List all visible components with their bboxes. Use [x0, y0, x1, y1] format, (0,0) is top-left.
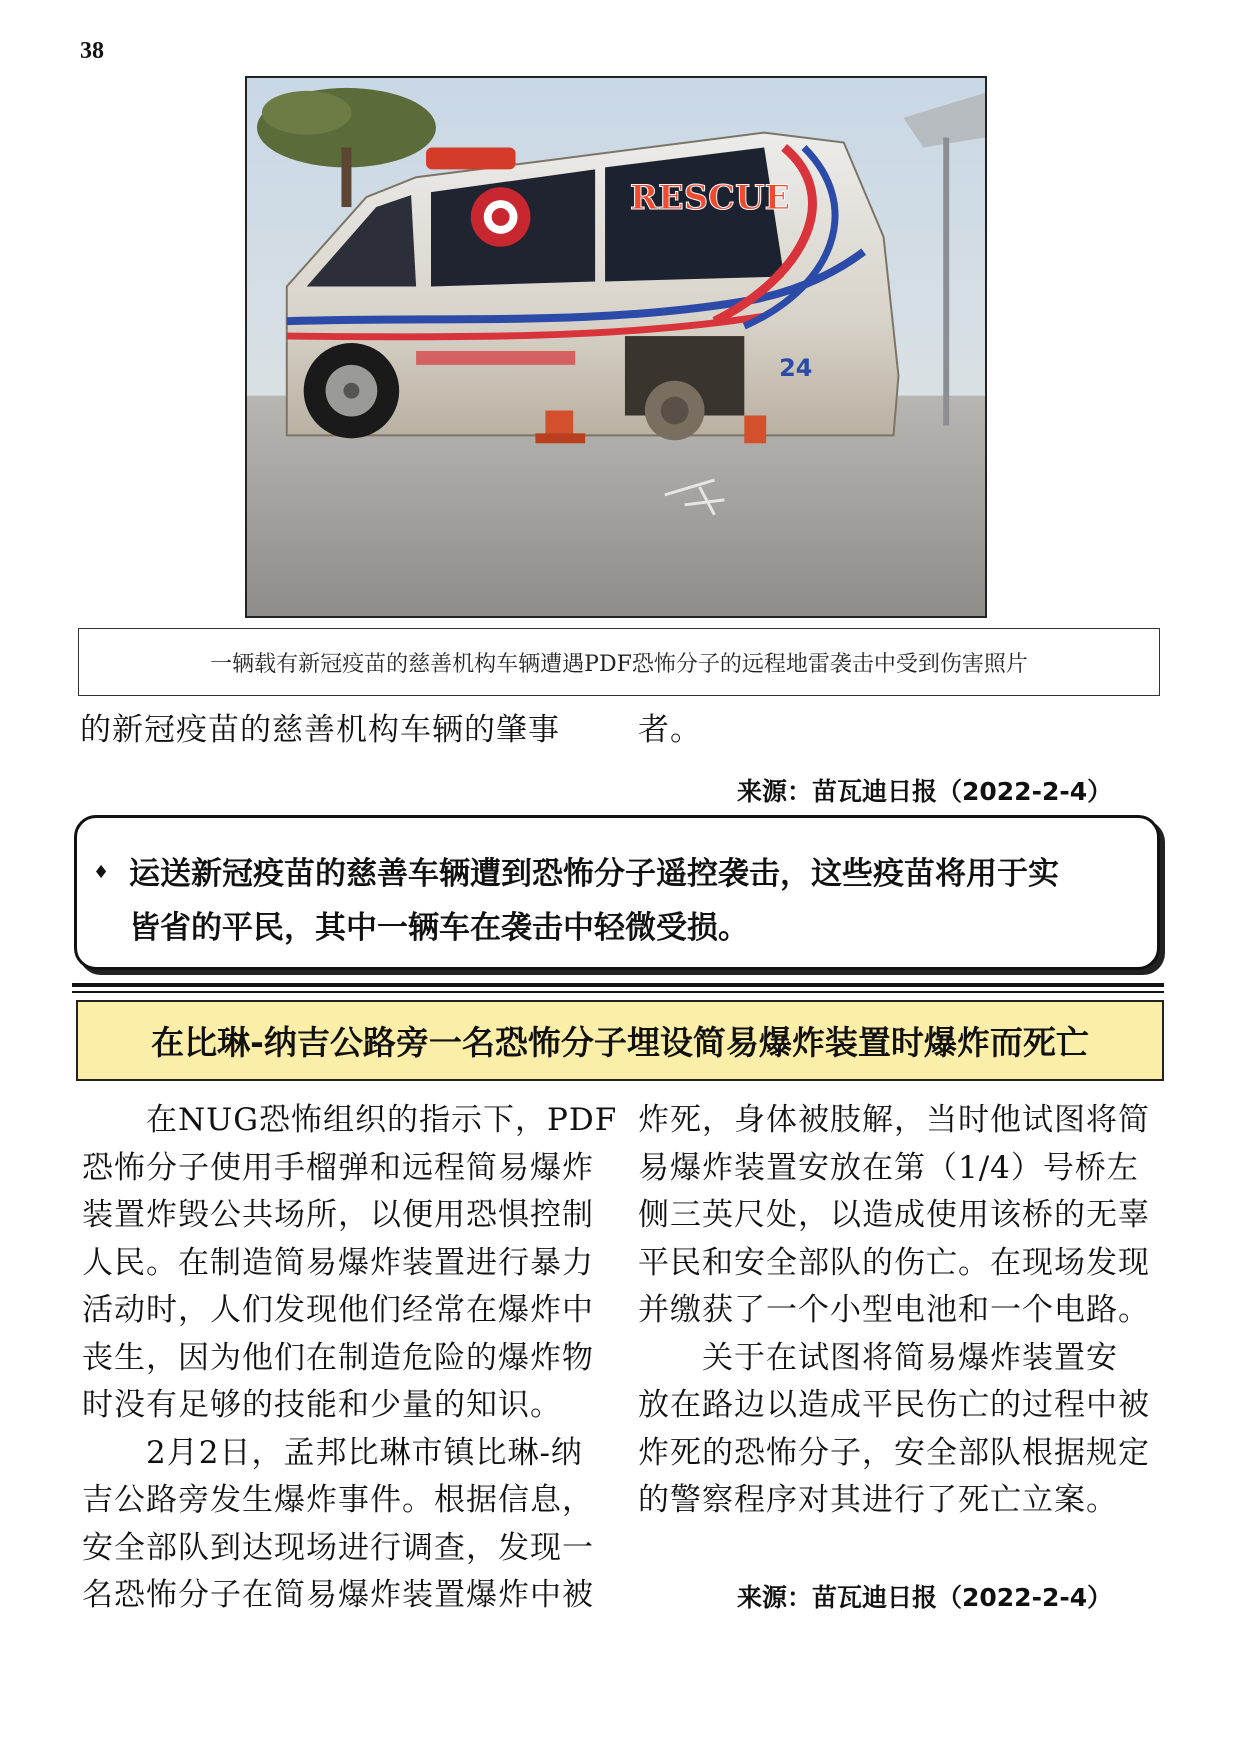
article2-source: 来源：苗瓦迪日报（2022-2-4） — [737, 1583, 1113, 1612]
divider-thin — [72, 991, 1164, 993]
summary-line-1: 运送新冠疫苗的慈善车辆遭到恐怖分子遥控袭击，这些疫苗将用于实 — [129, 856, 1059, 892]
article2-right-line-3: 侧三英尺处，以造成使用该桥的无辜 — [638, 1197, 1150, 1233]
article2-right-line-9: 的警察程序对其进行了死亡立案。 — [638, 1482, 1118, 1518]
article2-left-line-11: 名恐怖分子在简易爆炸装置爆炸中被 — [82, 1577, 594, 1613]
article2-left-line-7: 时没有足够的技能和少量的知识。 — [82, 1387, 562, 1423]
headline: 在比琳-纳吉公路旁一名恐怖分子埋设简易爆炸装置时爆炸而死亡 — [76, 1000, 1164, 1081]
divider-thick — [72, 983, 1164, 987]
article2-right-line-4: 平民和安全部队的伤亡。在现场发现 — [638, 1244, 1150, 1281]
article2-left-line-3: 装置炸毁公共场所，以便用恐惧控制 — [82, 1197, 594, 1233]
article2-left-line-9: 吉公路旁发生爆炸事件。根据信息， — [82, 1482, 594, 1518]
article2-right-line-7: 放在路边以造成平民伤亡的过程中被 — [638, 1387, 1150, 1423]
article2-right-line-5: 并缴获了一个小型电池和一个电路。 — [638, 1292, 1150, 1328]
article1-source: 来源：苗瓦迪日报（2022-2-4） — [737, 777, 1113, 806]
photo-caption: 一辆载有新冠疫苗的慈善机构车辆遭遇PDF恐怖分子的远程地雷袭击中受到伤害照片 — [78, 628, 1160, 696]
article2-left-line-4: 人民。在制造简易爆炸装置进行暴力 — [82, 1244, 594, 1281]
article2-left-line-8: 2月2日，孟邦比琳市镇比琳-纳 — [82, 1434, 583, 1471]
article2-left-line-1: 在NUG恐怖组织的指示下，PDF — [82, 1102, 618, 1138]
article2-left-line-5: 活动时，人们发现他们经常在爆炸中 — [82, 1292, 594, 1328]
article2-right-line-2: 易爆炸装置安放在第（1/4）号桥左 — [638, 1149, 1139, 1186]
photo-damaged-van — [245, 76, 987, 618]
rescue-text: RESCUE — [629, 177, 791, 218]
summary-line-2: 皆省的平民，其中一辆车在袭击中轻微受损。 — [129, 910, 749, 946]
article2-right-line-6: 关于在试图将简易爆炸装置安 — [638, 1339, 1118, 1376]
article1-right-line: 者。 — [638, 712, 702, 748]
van-number: 24 — [779, 353, 813, 382]
article1-left-line: 的新冠疫苗的慈善机构车辆的肇事 — [80, 712, 560, 748]
page-number: 38 — [80, 38, 104, 64]
article2-right-line-8: 炸死的恐怖分子，安全部队根据规定 — [638, 1434, 1150, 1471]
van-photo-illustration — [247, 78, 985, 616]
summary-box — [74, 815, 1160, 970]
article2-right-line-1: 炸死，身体被肢解，当时他试图将简 — [638, 1102, 1150, 1138]
article2-left-line-2: 恐怖分子使用手榴弹和远程简易爆炸 — [82, 1149, 594, 1186]
article2-left-line-10: 安全部队到达现场进行调查，发现一 — [82, 1529, 594, 1566]
diamond-bullet-icon: ♦ — [93, 862, 110, 883]
article2-left-line-6: 丧生，因为他们在制造危险的爆炸物 — [82, 1339, 594, 1376]
